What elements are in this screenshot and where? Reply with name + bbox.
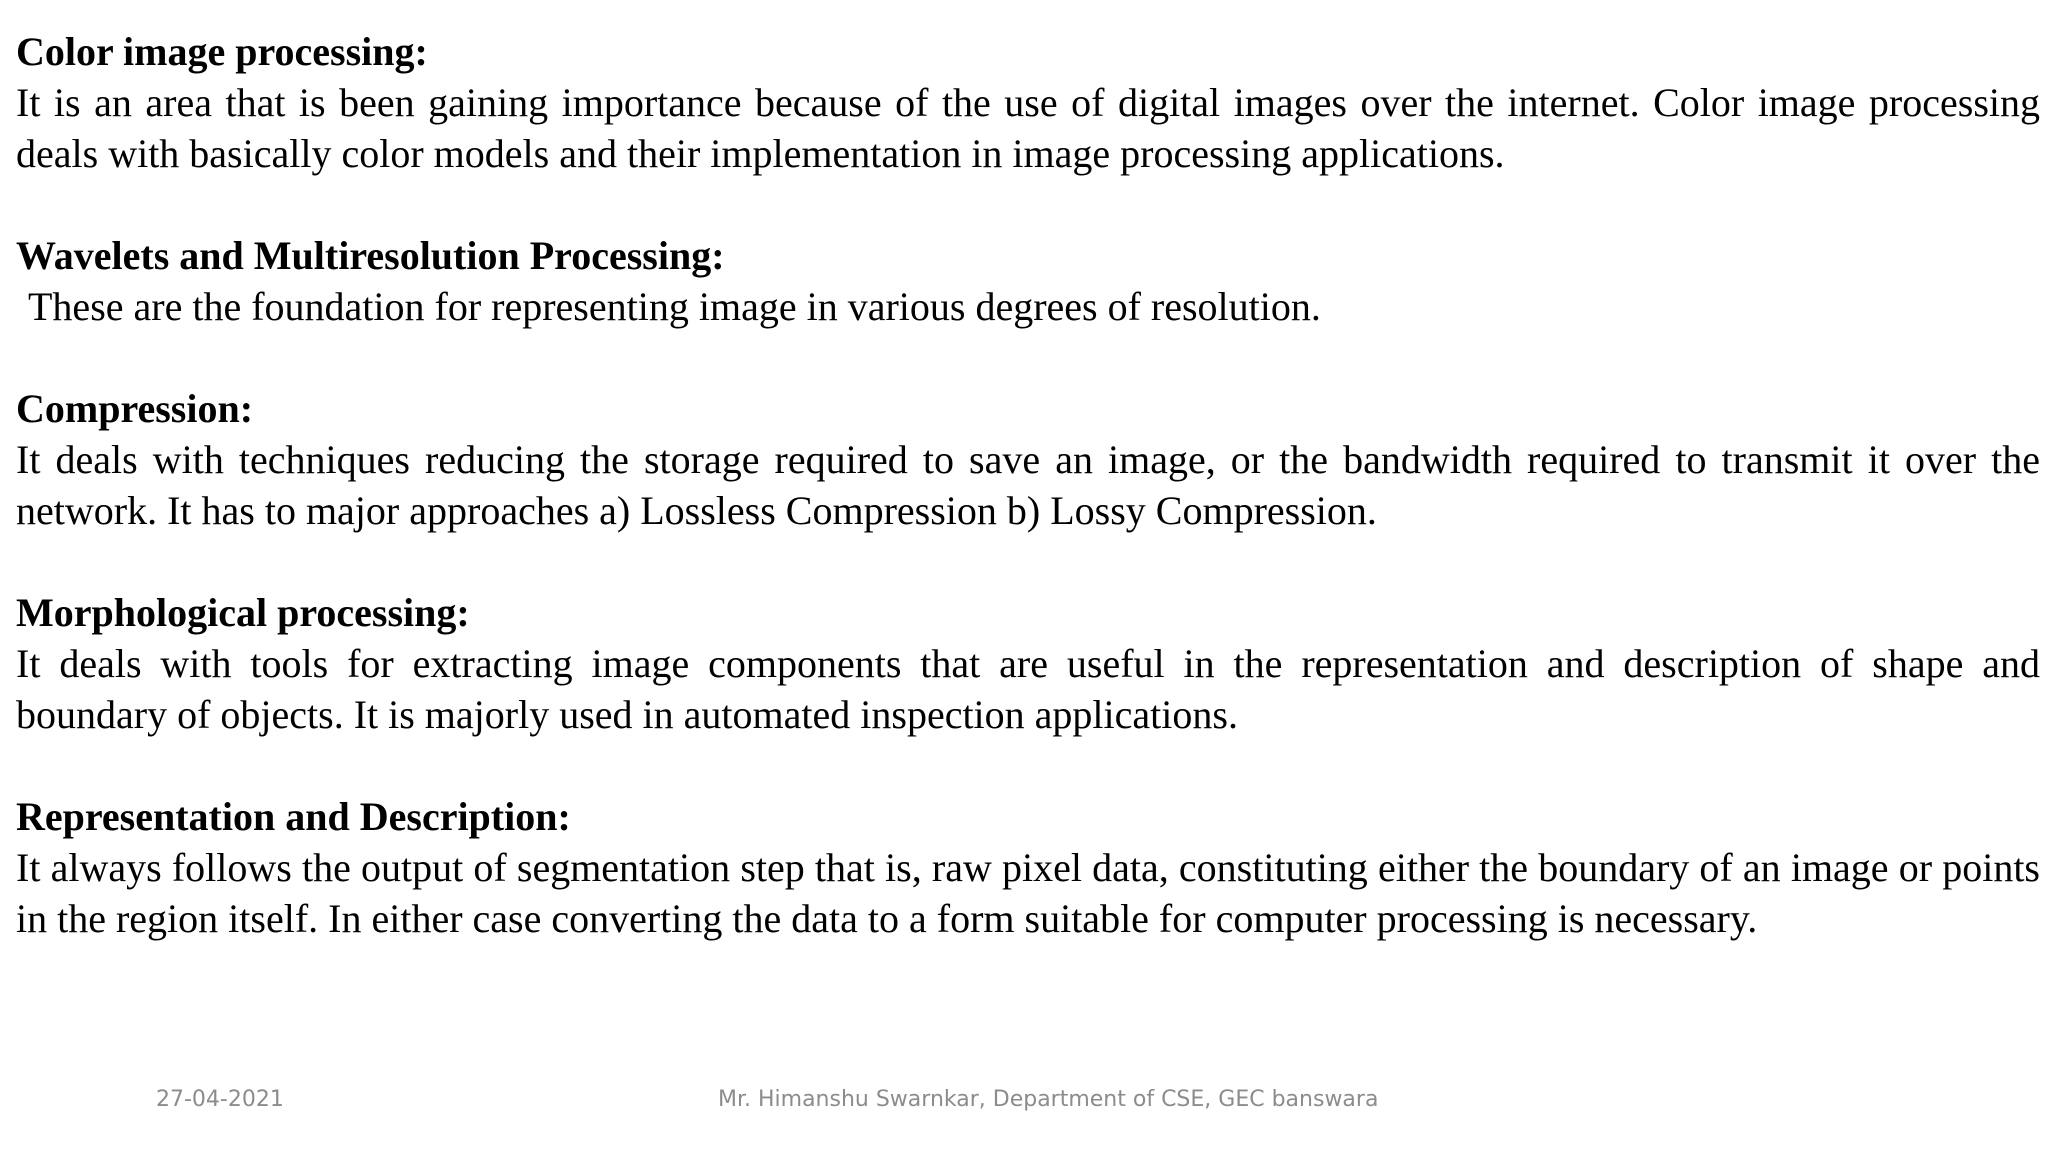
section-compression (16, 383, 2040, 536)
section-text: It deals with techniques reducing the storage required to save an image, or the bandwidth required to transmit it over the network. It has to major approaches a) Lossless Compression b) Lossy Compression. (16, 437, 2040, 533)
section-wavelets (16, 230, 2040, 332)
section-representation-description (16, 791, 2040, 944)
section-color-image-processing (16, 26, 2040, 179)
section-heading: Compression: (16, 386, 254, 431)
section-text: These are the foundation for representing image in various degrees of resolution. (28, 284, 1321, 329)
section-heading: Representation and Description: (16, 794, 571, 839)
footer-author: Mr. Himanshu Swarnkar, Department of CSE, GEC banswara (718, 1087, 1379, 1112)
footer-date: 27-04-2021 (156, 1087, 284, 1112)
slide-content (16, 26, 2040, 995)
section-text: It is an area that is been gaining importance because of the use of digital images over the internet. Color image processing deals with basically color models and their implementation in image processing applications. (16, 80, 2040, 176)
section-heading: Color image processing: (16, 29, 428, 74)
section-morphological-processing (16, 587, 2040, 740)
section-text: It always follows the output of segmentation step that is, raw pixel data, constituting either the boundary of an image or points in the region itself. In either case converting the data to a form suitable for computer processing is necessary. (16, 845, 2040, 941)
section-text: It deals with tools for extracting image components that are useful in the representation and description of shape and boundary of objects. It is majorly used in automated inspection applications. (16, 641, 2040, 737)
section-heading: Wavelets and Multiresolution Processing: (16, 233, 725, 278)
section-heading: Morphological processing: (16, 590, 470, 635)
